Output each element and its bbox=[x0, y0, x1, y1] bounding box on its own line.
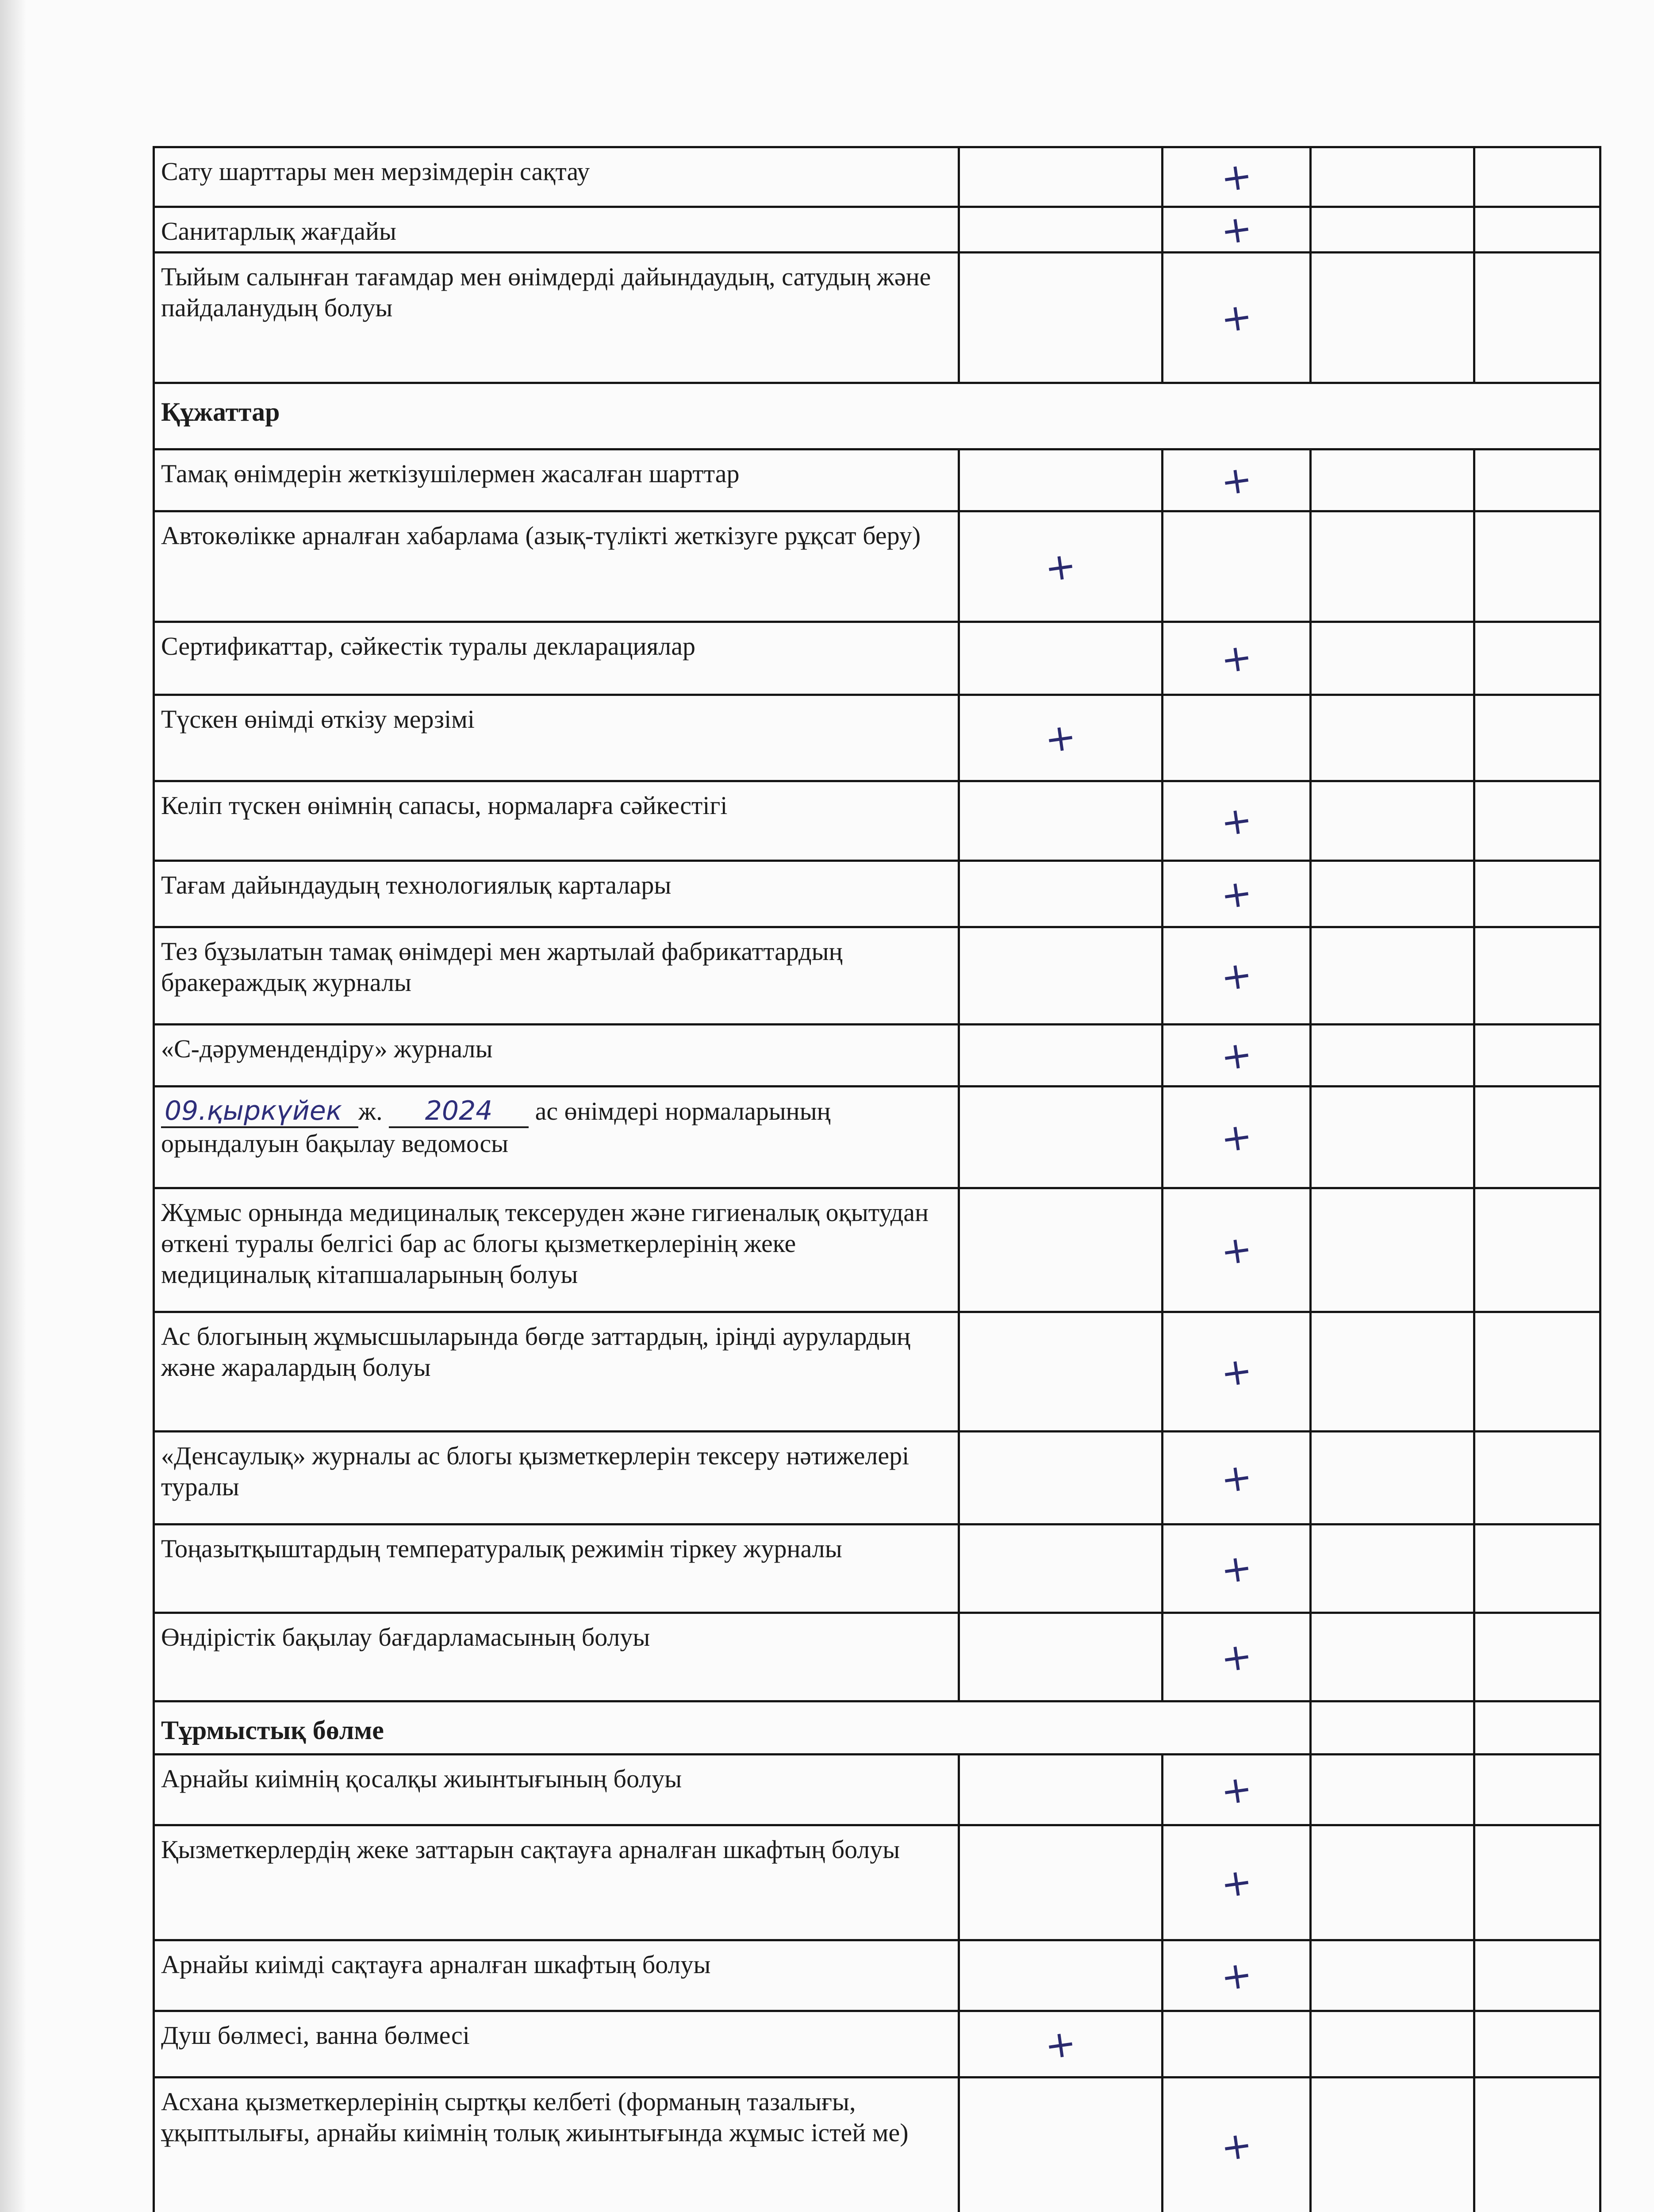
item-description: «С-дәрумендендіру» журналы bbox=[154, 1025, 959, 1087]
handwritten-plus-mark: + bbox=[1042, 2020, 1079, 2068]
item-description: Тоңазытқыштардың температуралық режимін тіркеу журналы bbox=[154, 1525, 959, 1613]
checklist-row bbox=[154, 207, 1600, 253]
mark-cell-col-4 bbox=[1311, 511, 1474, 622]
item-description: Арнайы киімді сақтауға арналған шкафтың болуы bbox=[154, 1940, 959, 2011]
item-description: Қызметкерлердің жеке заттарын сақтауға арналған шкафтың болуы bbox=[154, 1825, 959, 1940]
item-description: Сату шарттары мен мерзімдерін сақтау bbox=[154, 147, 959, 207]
handwritten-plus-mark: + bbox=[1218, 1032, 1255, 1079]
mark-cell-col-2 bbox=[959, 511, 1163, 622]
mark-cell-col-4 bbox=[1311, 1087, 1474, 1188]
mark-cell-col-5 bbox=[1474, 861, 1600, 927]
mark-cell-col-5 bbox=[1474, 1432, 1600, 1525]
mark-cell-col-4 bbox=[1311, 207, 1474, 253]
mark-cell-col-5 bbox=[1474, 207, 1600, 253]
item-description: Жұмыс орнында медициналық тексеруден және гигиеналық оқытудан өткені туралы белгісі бар ас блогы қызметкерлерінің жеке медициналық кітапшаларының болуы bbox=[154, 1188, 959, 1312]
handwritten-plus-mark: + bbox=[1218, 870, 1255, 918]
item-description: Душ бөлмесі, ванна бөлмесі bbox=[154, 2011, 959, 2078]
checklist-row bbox=[154, 1188, 1600, 1312]
mark-cell-col-5 bbox=[1474, 1087, 1600, 1188]
checklist-row bbox=[154, 1432, 1600, 1525]
mark-cell-col-2 bbox=[959, 2078, 1163, 2212]
handwritten-plus-mark: + bbox=[1218, 206, 1255, 253]
checklist-row bbox=[154, 861, 1600, 927]
checklist-row bbox=[154, 622, 1600, 695]
mark-cell-col-4 bbox=[1311, 927, 1474, 1025]
mark-cell-col-5 bbox=[1474, 147, 1600, 207]
mark-cell-col-3 bbox=[1163, 1755, 1311, 1825]
mark-cell-col-2 bbox=[959, 253, 1163, 383]
handwritten-plus-mark: + bbox=[1218, 1952, 1255, 1999]
checklist-row bbox=[154, 1940, 1600, 2011]
mark-cell-col-5 bbox=[1474, 1312, 1600, 1432]
mark-cell-col-2 bbox=[959, 861, 1163, 927]
mark-cell-col-5 bbox=[1474, 511, 1600, 622]
inspection-checklist-table bbox=[153, 146, 1601, 2212]
mark-cell-col-2 bbox=[959, 781, 1163, 861]
checklist-row bbox=[154, 1087, 1600, 1188]
mark-cell-col-4 bbox=[1311, 1825, 1474, 1940]
handwritten-date-day: 09.қыркүйек bbox=[161, 1095, 358, 1128]
item-description: Келіп түскен өнімнің сапасы, нормаларға сәйкестігі bbox=[154, 781, 959, 861]
mark-cell-col-4 bbox=[1311, 253, 1474, 383]
item-description: Түскен өнімді өткізу мерзімі bbox=[154, 695, 959, 781]
mark-cell-col-2 bbox=[959, 1525, 1163, 1613]
mark-cell-col-4 bbox=[1311, 861, 1474, 927]
section-title: Тұрмыстық бөлме bbox=[154, 1701, 1311, 1755]
checklist-row bbox=[154, 449, 1600, 511]
date-separator: ж. bbox=[358, 1097, 383, 1125]
item-description: Асхана қызметкерлерінің сыртқы келбеті (форманың тазалығы, ұқыптылығы, арнайы киімнің толық жиынтығында жұмыс істей ме) bbox=[154, 2078, 959, 2212]
mark-cell-col-3 bbox=[1163, 1188, 1311, 1312]
mark-cell-col-2 bbox=[959, 207, 1163, 253]
item-description: Сертификаттар, сәйкестік туралы декларациялар bbox=[154, 622, 959, 695]
checklist-row bbox=[154, 1025, 1600, 1087]
mark-cell-col-5 bbox=[1474, 2011, 1600, 2078]
checklist-row bbox=[154, 1755, 1600, 1825]
mark-cell-col-4 bbox=[1311, 1525, 1474, 1613]
mark-cell-col-3 bbox=[1163, 1025, 1311, 1087]
item-text: ас өнімдері нормаларының bbox=[535, 1097, 831, 1125]
mark-cell-col-4 bbox=[1311, 1432, 1474, 1525]
mark-cell-col-3 bbox=[1163, 1312, 1311, 1432]
handwritten-plus-mark: + bbox=[1218, 1114, 1255, 1161]
checklist-row bbox=[154, 781, 1600, 861]
mark-cell-col-5 bbox=[1474, 2078, 1600, 2212]
handwritten-plus-mark: + bbox=[1218, 153, 1255, 201]
handwritten-date-year: 2024 bbox=[389, 1095, 529, 1128]
mark-cell-col-2 bbox=[959, 1613, 1163, 1701]
empty-cell bbox=[1474, 1701, 1600, 1755]
mark-cell-col-3 bbox=[1163, 511, 1311, 622]
mark-cell-col-4 bbox=[1311, 1312, 1474, 1432]
checklist-row bbox=[154, 1312, 1600, 1432]
checklist-body bbox=[154, 147, 1600, 2212]
mark-cell-col-4 bbox=[1311, 1940, 1474, 2011]
mark-cell-col-3 bbox=[1163, 781, 1311, 861]
mark-cell-col-3 bbox=[1163, 1525, 1311, 1613]
handwritten-plus-mark: + bbox=[1218, 1859, 1255, 1906]
section-header-row bbox=[154, 1701, 1600, 1755]
mark-cell-col-3 bbox=[1163, 1940, 1311, 2011]
mark-cell-col-3 bbox=[1163, 1825, 1311, 1940]
mark-cell-col-2 bbox=[959, 927, 1163, 1025]
checklist-row bbox=[154, 253, 1600, 383]
mark-cell-col-3 bbox=[1163, 1613, 1311, 1701]
mark-cell-col-5 bbox=[1474, 622, 1600, 695]
mark-cell-col-2 bbox=[959, 1312, 1163, 1432]
handwritten-plus-mark: + bbox=[1218, 1633, 1255, 1681]
item-description: Санитарлық жағдайы bbox=[154, 207, 959, 253]
mark-cell-col-2 bbox=[959, 2011, 1163, 2078]
checklist-row bbox=[154, 927, 1600, 1025]
item-description: Өндірістік бақылау бағдарламасының болуы bbox=[154, 1613, 959, 1701]
item-description: Ас блогының жұмысшыларында бөгде заттардың, іріңді аурулардың және жаралардың болуы bbox=[154, 1312, 959, 1432]
mark-cell-col-3 bbox=[1163, 147, 1311, 207]
mark-cell-col-4 bbox=[1311, 1613, 1474, 1701]
mark-cell-col-5 bbox=[1474, 1525, 1600, 1613]
checklist-row bbox=[154, 511, 1600, 622]
checklist-row bbox=[154, 695, 1600, 781]
mark-cell-col-5 bbox=[1474, 1188, 1600, 1312]
handwritten-plus-mark: + bbox=[1218, 457, 1255, 504]
handwritten-plus-mark: + bbox=[1042, 543, 1079, 590]
mark-cell-col-3 bbox=[1163, 1087, 1311, 1188]
item-description: Тез бұзылатын тамақ өнімдері мен жартылай фабрикаттардың бракераждық журналы bbox=[154, 927, 959, 1025]
item-description: «Денсаулық» журналы ас блогы қызметкерлерін тексеру нәтижелері туралы bbox=[154, 1432, 959, 1525]
mark-cell-col-5 bbox=[1474, 1613, 1600, 1701]
empty-cell bbox=[1311, 1701, 1474, 1755]
mark-cell-col-5 bbox=[1474, 1755, 1600, 1825]
mark-cell-col-2 bbox=[959, 622, 1163, 695]
mark-cell-col-4 bbox=[1311, 695, 1474, 781]
handwritten-plus-mark: + bbox=[1218, 1766, 1255, 1813]
mark-cell-col-2 bbox=[959, 1755, 1163, 1825]
mark-cell-col-5 bbox=[1474, 449, 1600, 511]
mark-cell-col-3 bbox=[1163, 695, 1311, 781]
mark-cell-col-5 bbox=[1474, 695, 1600, 781]
checklist-row bbox=[154, 2011, 1600, 2078]
handwritten-plus-mark: + bbox=[1218, 2122, 1255, 2170]
mark-cell-col-3 bbox=[1163, 1432, 1311, 1525]
checklist-row bbox=[154, 2078, 1600, 2212]
item-text-line2: орындалуын бақылау ведомосы bbox=[161, 1129, 509, 1158]
mark-cell-col-3 bbox=[1163, 861, 1311, 927]
checklist-row bbox=[154, 147, 1600, 207]
handwritten-plus-mark: + bbox=[1218, 952, 1255, 999]
mark-cell-col-4 bbox=[1311, 1188, 1474, 1312]
mark-cell-col-2 bbox=[959, 1940, 1163, 2011]
item-description bbox=[154, 1087, 959, 1188]
handwritten-plus-mark: + bbox=[1218, 634, 1255, 682]
mark-cell-col-5 bbox=[1474, 781, 1600, 861]
mark-cell-col-2 bbox=[959, 1188, 1163, 1312]
mark-cell-col-5 bbox=[1474, 253, 1600, 383]
mark-cell-col-4 bbox=[1311, 147, 1474, 207]
mark-cell-col-2 bbox=[959, 147, 1163, 207]
mark-cell-col-2 bbox=[959, 695, 1163, 781]
mark-cell-col-4 bbox=[1311, 1025, 1474, 1087]
mark-cell-col-2 bbox=[959, 1025, 1163, 1087]
mark-cell-col-4 bbox=[1311, 2078, 1474, 2212]
checklist-row bbox=[154, 1613, 1600, 1701]
mark-cell-col-4 bbox=[1311, 781, 1474, 861]
section-title: Құжаттар bbox=[154, 383, 1600, 449]
mark-cell-col-5 bbox=[1474, 1025, 1600, 1087]
mark-cell-col-3 bbox=[1163, 2011, 1311, 2078]
mark-cell-col-2 bbox=[959, 449, 1163, 511]
mark-cell-col-4 bbox=[1311, 622, 1474, 695]
handwritten-plus-mark: + bbox=[1218, 294, 1255, 342]
mark-cell-col-4 bbox=[1311, 1755, 1474, 1825]
page-edge-shadow bbox=[0, 0, 27, 2212]
item-description: Арнайы киімнің қосалқы жиынтығының болуы bbox=[154, 1755, 959, 1825]
mark-cell-col-4 bbox=[1311, 2011, 1474, 2078]
section-header-row bbox=[154, 383, 1600, 449]
mark-cell-col-5 bbox=[1474, 927, 1600, 1025]
checklist-row bbox=[154, 1525, 1600, 1613]
mark-cell-col-4 bbox=[1311, 449, 1474, 511]
checklist-row bbox=[154, 1825, 1600, 1940]
mark-cell-col-2 bbox=[959, 1087, 1163, 1188]
mark-cell-col-3 bbox=[1163, 927, 1311, 1025]
item-description: Тамақ өнімдерін жеткізушілермен жасалған шарттар bbox=[154, 449, 959, 511]
mark-cell-col-3 bbox=[1163, 622, 1311, 695]
handwritten-plus-mark: + bbox=[1218, 1226, 1255, 1274]
item-description: Тағам дайындаудың технологиялық карталары bbox=[154, 861, 959, 927]
item-description: Автокөлікке арналған хабарлама (азық-түлікті жеткізуге рұқсат беру) bbox=[154, 511, 959, 622]
handwritten-plus-mark: + bbox=[1218, 1348, 1255, 1395]
mark-cell-col-2 bbox=[959, 1825, 1163, 1940]
mark-cell-col-5 bbox=[1474, 1940, 1600, 2011]
mark-cell-col-3 bbox=[1163, 207, 1311, 253]
handwritten-plus-mark: + bbox=[1218, 797, 1255, 845]
handwritten-plus-mark: + bbox=[1042, 714, 1079, 762]
mark-cell-col-2 bbox=[959, 1432, 1163, 1525]
mark-cell-col-3 bbox=[1163, 2078, 1311, 2212]
mark-cell-col-3 bbox=[1163, 253, 1311, 383]
item-description: Тыйым салынған тағамдар мен өнімдерді дайындаудың, сатудың және пайдаланудың болуы bbox=[154, 253, 959, 383]
mark-cell-col-5 bbox=[1474, 1825, 1600, 1940]
handwritten-plus-mark: + bbox=[1218, 1454, 1255, 1502]
mark-cell-col-3 bbox=[1163, 449, 1311, 511]
handwritten-plus-mark: + bbox=[1218, 1545, 1255, 1592]
